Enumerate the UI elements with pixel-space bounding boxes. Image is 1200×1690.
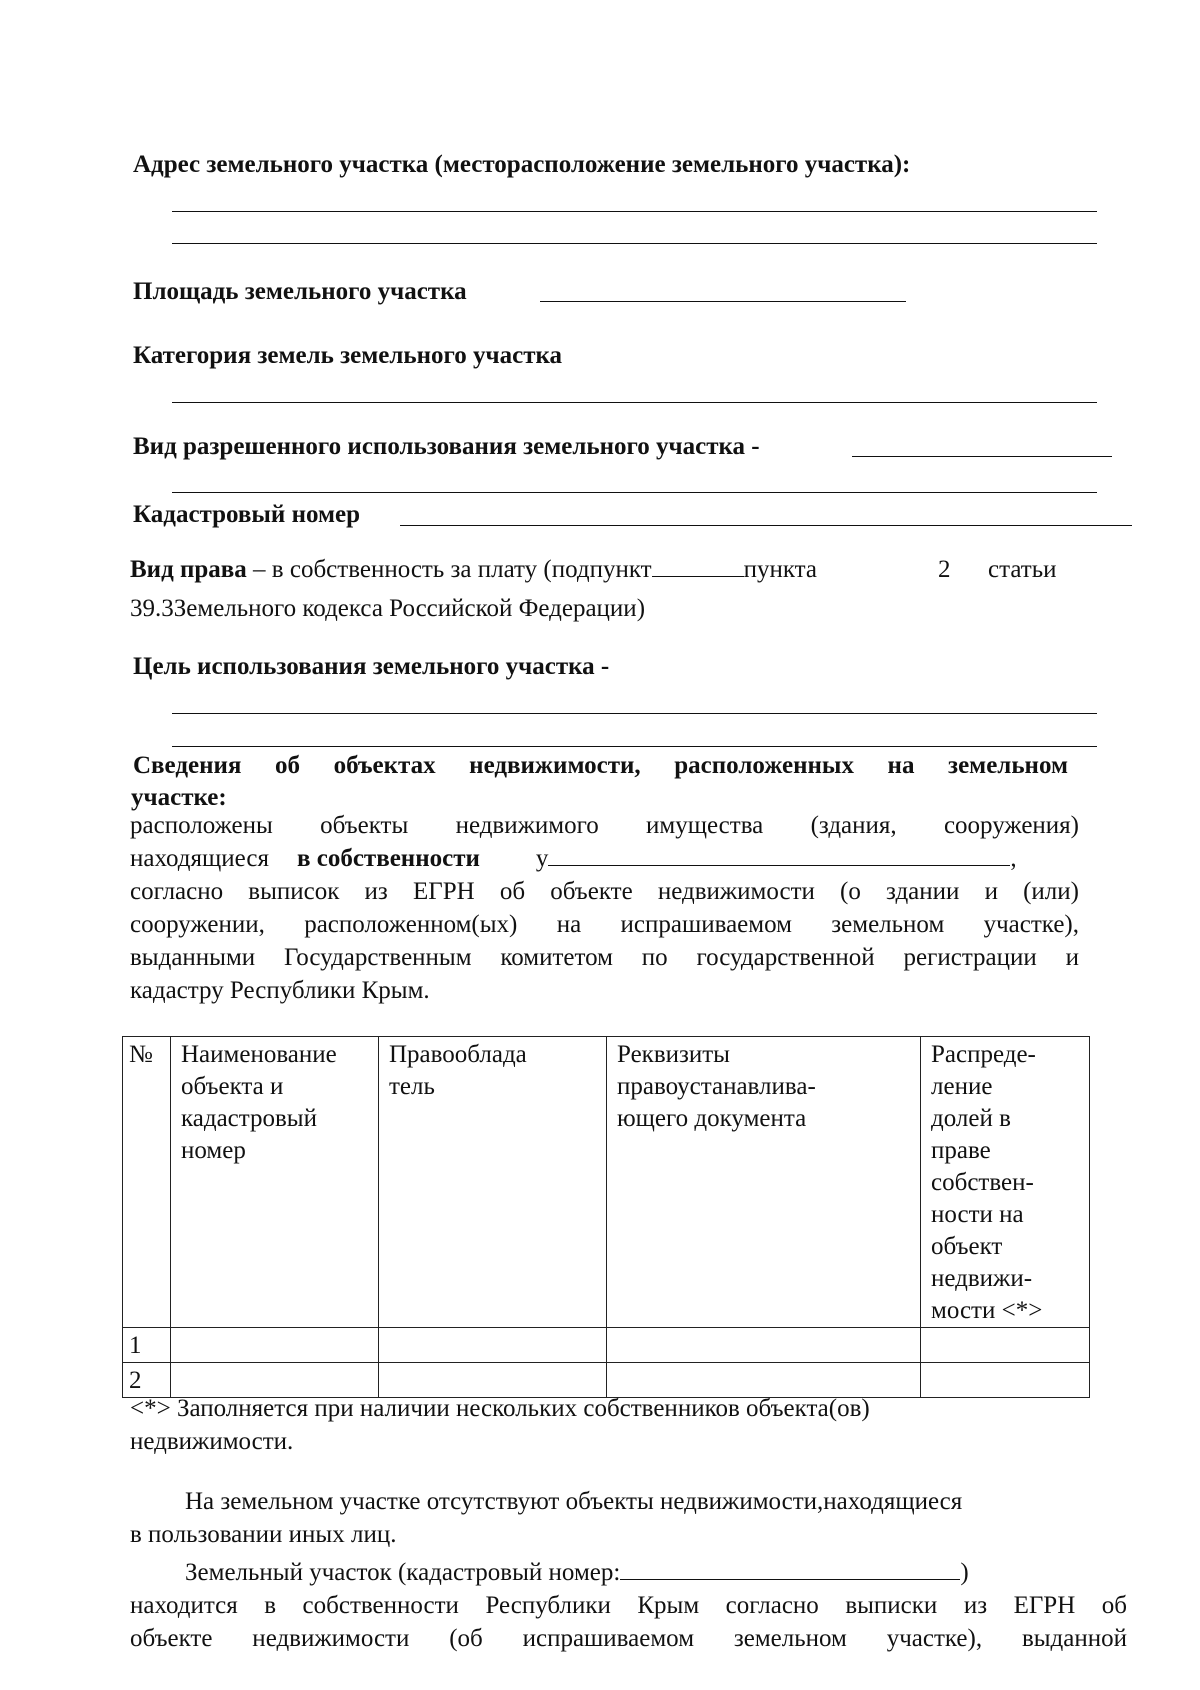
row-number: 2 xyxy=(123,1363,171,1398)
point-number: 2 xyxy=(938,556,951,583)
ownership-line-1 xyxy=(185,1557,969,1589)
permitted-use-line-2[interactable] xyxy=(172,492,1097,493)
ownership-line-1-end: ) xyxy=(960,1559,969,1586)
category-field-line[interactable] xyxy=(172,402,1097,403)
area-label: Площадь земельного участка xyxy=(133,278,467,305)
objects-line-4: сооружении, расположенном(ых) на испрашиваемом земельном участке), xyxy=(130,911,1079,938)
address-line-1[interactable] xyxy=(172,211,1097,212)
objects-line-5: выданными Государственным комитетом по государственной регистрации и xyxy=(130,944,1079,971)
header-object-name: Наименование объекта и кадастровый номер xyxy=(171,1037,379,1328)
footnote-line-1: <*> Заполняется при наличии нескольких собственников объекта(ов) xyxy=(130,1395,870,1422)
address-label: Адрес земельного участка (месторасположение земельного участка): xyxy=(133,151,911,178)
objects-line-1: расположены объекты недвижимого имущества (здания, сооружения) xyxy=(130,812,1079,839)
table-row xyxy=(123,1328,1090,1363)
permitted-use-label: Вид разрешенного использования земельного участка - xyxy=(133,433,760,460)
purpose-line-1[interactable] xyxy=(172,713,1097,714)
cadastral-label: Кадастровый номер xyxy=(133,501,361,528)
objects-line-3: согласно выписок из ЕГРН об объекте недвижимости (о здании и (или) xyxy=(130,878,1079,905)
area-field-line[interactable] xyxy=(540,301,906,302)
permitted-use-field-line[interactable] xyxy=(852,456,1112,457)
share-cell[interactable] xyxy=(921,1328,1090,1363)
header-right-holder: Правооблада тель xyxy=(379,1037,607,1328)
objects-heading-line-1: Сведения об объектах недвижимости, расположенных на земельном xyxy=(133,752,1068,779)
ownership-line-1-start: Земельный участок (кадастровый номер: xyxy=(185,1559,621,1586)
footnote-line-2: недвижимости. xyxy=(130,1428,294,1455)
objects-line-2-start: находящиеся xyxy=(130,845,269,872)
absent-line-1: На земельном участке отсутствуют объекты недвижимости,находящиеся xyxy=(185,1488,963,1515)
header-number: № xyxy=(123,1037,171,1328)
header-share-distribution: Распреде- ление долей в праве собствен- ности на объект недвижи- мости <*> xyxy=(921,1037,1090,1328)
object-name-cell[interactable] xyxy=(171,1328,379,1363)
owner-field[interactable] xyxy=(548,843,1010,866)
document-details-cell[interactable] xyxy=(607,1328,921,1363)
right-type-label: Вид права xyxy=(130,556,247,583)
table-header-row xyxy=(123,1037,1090,1328)
objects-line-2 xyxy=(130,843,1079,875)
ownership-line-2: находится в собственности Республики Крым согласно выписки из ЕГРН об xyxy=(130,1592,1127,1619)
right-holder-cell[interactable] xyxy=(379,1328,607,1363)
purpose-label: Цель использования земельного участка - xyxy=(133,653,610,680)
right-type-text-1: – в собственность за плату (подпункт xyxy=(246,556,652,583)
land-cadastral-field[interactable] xyxy=(620,1557,960,1580)
right-type-line-2: 39.3Земельного кодекса Российской Федерации) xyxy=(130,595,646,622)
address-line-2[interactable] xyxy=(172,243,1097,244)
subpoint-field[interactable] xyxy=(652,554,744,577)
header-document-details: Реквизиты правоустанавлива- ющего документа xyxy=(607,1037,921,1328)
in-ownership-bold: в собственности xyxy=(296,845,480,872)
category-label: Категория земель земельного участка xyxy=(133,342,563,369)
owner-prefix: у xyxy=(535,845,549,872)
cadastral-field-line[interactable] xyxy=(400,525,1132,526)
absent-line-2: в пользовании иных лиц. xyxy=(130,1521,397,1548)
row-number: 1 xyxy=(123,1328,171,1363)
objects-table xyxy=(122,1036,1090,1398)
objects-heading-line-2: участке: xyxy=(131,784,227,811)
ownership-line-3: объекте недвижимости (об испрашиваемом земельном участке), выданной xyxy=(130,1625,1127,1652)
purpose-line-2[interactable] xyxy=(172,746,1097,747)
share-cell[interactable] xyxy=(921,1363,1090,1398)
objects-line-6: кадастру Республики Крым. xyxy=(130,977,430,1004)
article-word: статьи xyxy=(988,556,1057,583)
right-type-text-2: пункта xyxy=(743,556,817,583)
objects-line-2-end: , xyxy=(1010,845,1017,872)
right-type-paragraph xyxy=(130,554,817,586)
